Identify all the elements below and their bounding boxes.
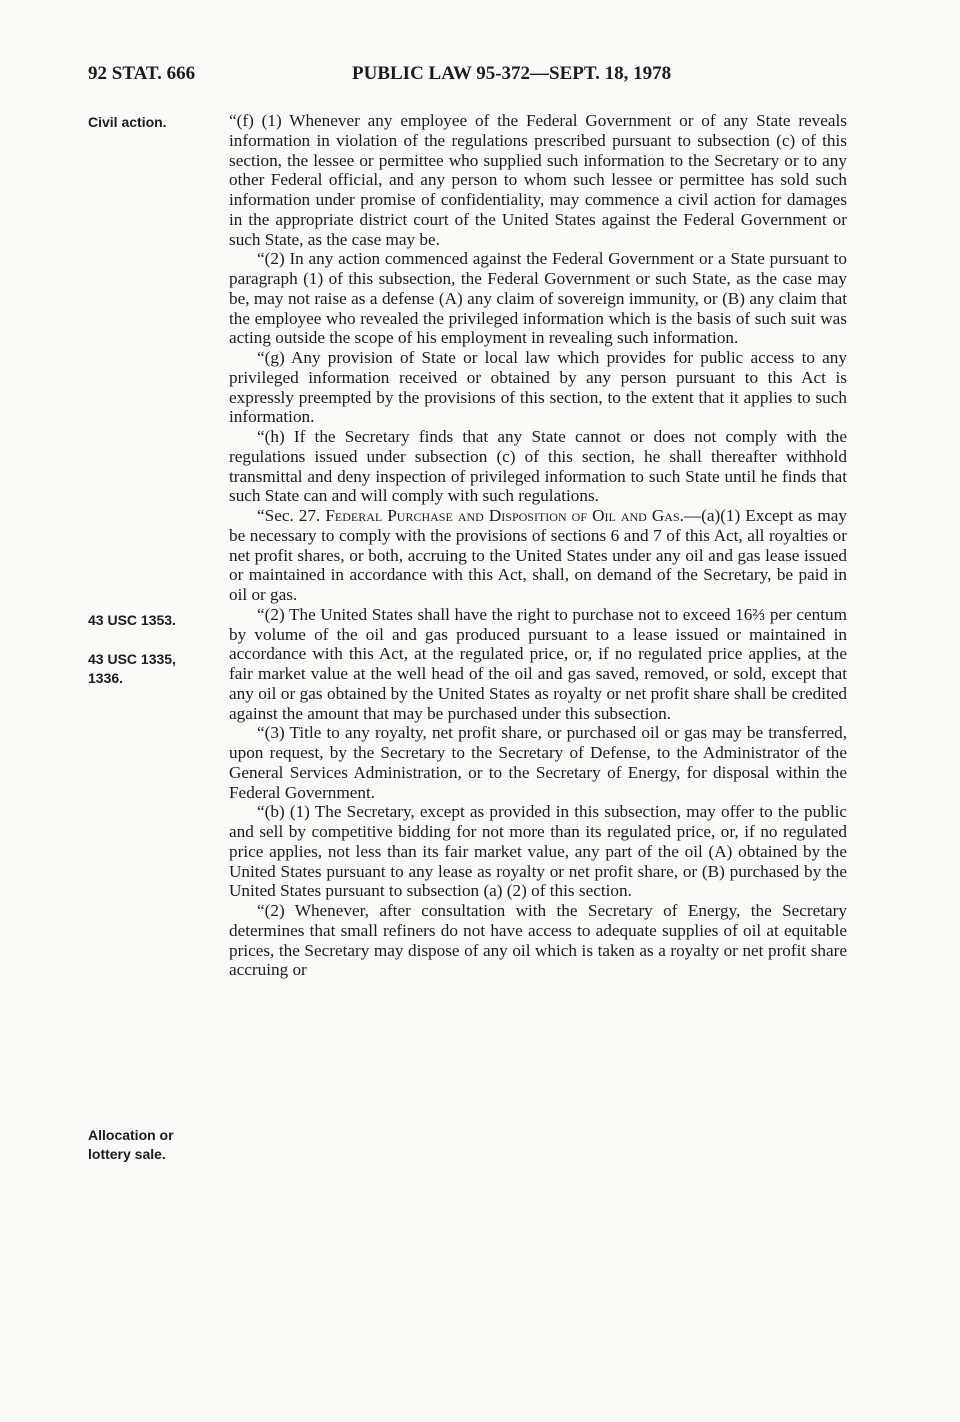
paragraph-b1: “(b) (1) The Secretary, except as provided in this subsection, may offer to the public and sell by competitive bidding for not more than its regulated price, or, if no regulated price applies, not less than its fair market value, any part of the oil (A) obtained by the United States pursuant to any lease as royalty or net profit share, or (B) purchased by the United States pursuant to subsection (a) (2) of this section. [229, 802, 847, 901]
margin-note-civil-action: Civil action. [88, 114, 167, 130]
page-header [88, 63, 848, 87]
sec27-lead: “Sec. 27. [257, 506, 326, 525]
paragraph-a2: “(2) The United States shall have the right to purchase not to exceed 16⅔ per centum by volume of the oil and gas produced pursuant to a lease issued or maintained in accordance with this Act, at the regulated price, or, if no regulated price applies, at the fair market value at the well head of the oil and gas saved, removed, or sold, except that any oil or gas obtained by the United States as royalty or net profit share shall be credited against the amount that may be purchased under this subsection. [229, 604, 847, 723]
paragraph-g: “(g) Any provision of State or local law which provides for public access to any privileged information received or obtained by any person pursuant to this Act is expressly preempted by the provisions of this section, to the extent that it applies to such information. [229, 348, 847, 427]
sec27-dash: — [683, 506, 702, 525]
paragraph-f1: “(f) (1) Whenever any employee of the Federal Government or of any State reveals information in violation of the regulations prescribed pursuant to subsection (c) of this section, the lessee or permittee who supplied such information to the Secretary or to any other Federal official, and any person to whom such lessee or permittee has sold such information under promise of confidentiality, may commence a civil action for damages in the appropriate district court of the United States against the Federal Government or such State, as the case may be. [229, 111, 847, 249]
paragraph-b2: “(2) Whenever, after consultation with the Secretary of Energy, the Secretary determines that small refiners do not have access to adequate supplies of oil at equitable prices, the Secretary may dispose of any oil which is taken as a royalty or net profit share accruing or [229, 901, 847, 980]
margin-note-usc-1353: 43 USC 1353. [88, 612, 176, 628]
paragraph-h: “(h) If the Secretary finds that any State cannot or does not comply with the regulations issued under subsection (c) of this section, he shall thereafter withhold transmittal and deny inspection of privileged information to such State until he finds that such State can and will comply with such regulations. [229, 427, 847, 506]
sec27-a1: (a)(1) Except as may be necessary to comply with the provisions of sections 6 and 7 of this Act, all royalties or net profit shares, or both, accruing to the United States under any oil and gas lease issued or maintained in accordance with this Act, shall, on demand of the Secretary, be paid in oil or gas. [229, 506, 847, 604]
law-title: PUBLIC LAW 95-372—SEPT. 18, 1978 [352, 63, 672, 84]
paragraph-sec27 [229, 506, 847, 605]
page-number: 92 STAT. 666 [88, 63, 196, 84]
paragraph-a3: “(3) Title to any royalty, net profit share, or purchased oil or gas may be transferred, upon request, by the Secretary to the Secretary of Defense, to the Administrator of the General Services Administration, or to the Secretary of Energy, for disposal within the Federal Government. [229, 723, 847, 802]
paragraph-f2: “(2) In any action commenced against the Federal Government or a State pursuant to paragraph (1) of this subsection, the Federal Government or such State, as the case may be, may not raise as a defense (A) any claim of sovereign immunity, or (B) any claim that the employee who revealed the privileged information which is the basis of such suit was acting outside the scope of his employment in revealing such information. [229, 249, 847, 348]
margin-note-allocation: Allocation or lottery sale. [88, 1127, 174, 1162]
body-text [229, 111, 847, 980]
sec27-heading: Federal Purchase and Disposition of Oil and Gas. [325, 506, 684, 525]
margin-note-usc-1335-1336: 43 USC 1335, 1336. [88, 651, 176, 686]
